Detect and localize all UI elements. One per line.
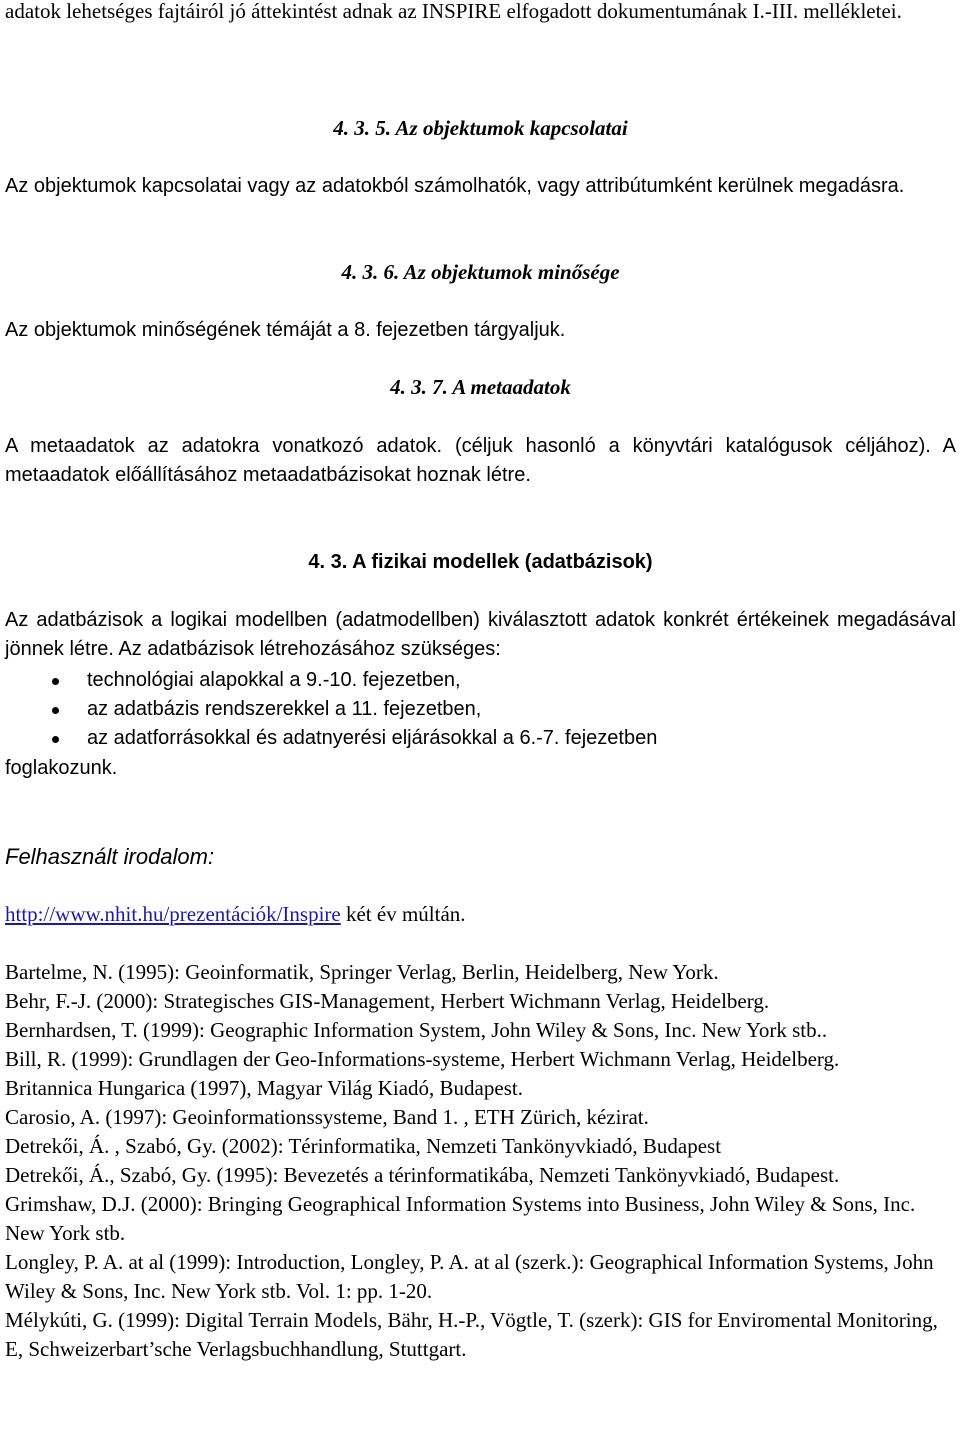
- bullet-item: [5, 666, 956, 695]
- section-4-3-body: Az adatbázisok a logikai modellben (adatmodellben) kiválasztott adatok konkrét értékeinek megadásával jönnek létre. Az adatbázisok létrehozásához szükséges:: [5, 609, 956, 660]
- inspire-link[interactable]: http://www.nhit.hu/prezentációk/Inspire: [5, 902, 341, 926]
- reference-list: [5, 958, 956, 1364]
- bullet-text: az adatbázis rendszerekkel a 11. fejezetben,: [87, 698, 482, 720]
- reference-item: Behr, F.-J. (2000): Strategisches GIS-Management, Herbert Wichmann Verlag, Heidelberg.: [5, 989, 770, 1013]
- bullet-item: [5, 695, 956, 724]
- literature-link-line: [5, 900, 956, 929]
- section-4-3-5-body: Az objektumok kapcsolatai vagy az adatokból számolhatók, vagy attribútumként kerülnek megadásra.: [5, 175, 905, 197]
- reference-item: Bartelme, N. (1995): Geoinformatik, Springer Verlag, Berlin, Heidelberg, New York.: [5, 960, 719, 984]
- reference-item: Carosio, A. (1997): Geoinformationssysteme, Band 1. , ETH Zürich, kézirat.: [5, 1105, 649, 1129]
- bullet-text: az adatforrásokkal és adatnyerési eljárásokkal a 6.-7. fejezetben: [87, 727, 658, 749]
- section-4-3-7-heading: 4. 3. 7. A metaadatok: [390, 375, 571, 399]
- reference-item: Britannica Hungarica (1997), Magyar Világ Kiadó, Budapest.: [5, 1076, 523, 1100]
- bullet-item: [5, 724, 956, 753]
- bullet-text: technológiai alapokkal a 9.-10. fejezetben,: [87, 669, 461, 691]
- section-4-3-5-heading: 4. 3. 5. Az objektumok kapcsolatai: [333, 116, 628, 140]
- reference-item: Detrekői, Á. , Szabó, Gy. (2002): Térinformatika, Nemzeti Tankönyvkiadó, Budapest: [5, 1134, 722, 1158]
- section-4-3-6-body: Az objektumok minőségének témáját a 8. fejezetben tárgyaljuk.: [5, 319, 566, 341]
- literature-heading: Felhasznált irodalom:: [5, 844, 215, 869]
- reference-item: Detrekői, Á., Szabó, Gy. (1995): Bevezetés a térinformatikába, Nemzeti Tankönyvkiadó, Budapest.: [5, 1163, 840, 1187]
- reference-item: Bill, R. (1999): Grundlagen der Geo-Informations-systeme, Herbert Wichmann Verlag, Heidelberg.: [5, 1047, 840, 1071]
- reference-item: Longley, P. A. at al (1999): Introduction, Longley, P. A. at al (szerk.): Geographical Information Systems, John Wiley & Sons, Inc. New York stb. Vol. 1: pp. 1-20.: [5, 1250, 934, 1303]
- section-4-3-bullet-list: [5, 666, 956, 753]
- intro-paragraph: adatok lehetséges fajtáiról jó áttekintést adnak az INSPIRE elfogadott dokumentumának I.-III. mellékletei.: [5, 0, 902, 23]
- bullet-dot-icon: [52, 678, 59, 685]
- section-4-3-7-body: A metaadatok az adatokra vonatkozó adatok. (céljuk hasonló a könyvtári katalógusok céljához). A metaadatok előállításához metaadatbázisokat hoznak létre.: [5, 435, 956, 486]
- reference-item: Mélykúti, G. (1999): Digital Terrain Models, Bähr, H.-P., Vögtle, T. (szerk): GIS for Enviromental Monitoring, E, Schweizerbart’sche Verlagsbuchhandlung, Stuttgart.: [5, 1308, 938, 1361]
- section-4-3-closing: foglakozunk.: [5, 757, 118, 779]
- bullet-dot-icon: [52, 707, 59, 714]
- section-4-3-heading: 4. 3. A fizikai modellek (adatbázisok): [308, 551, 653, 573]
- bullet-dot-icon: [52, 736, 59, 743]
- reference-item: Bernhardsen, T. (1999): Geographic Information System, John Wiley & Sons, Inc. New York stb..: [5, 1018, 828, 1042]
- section-4-3-6-heading: 4. 3. 6. Az objektumok minősége: [341, 260, 620, 284]
- link-suffix: két év múltán.: [340, 902, 466, 926]
- reference-item: Grimshaw, D.J. (2000): Bringing Geographical Information Systems into Business, John Wiley & Sons, Inc. New York stb.: [5, 1192, 916, 1245]
